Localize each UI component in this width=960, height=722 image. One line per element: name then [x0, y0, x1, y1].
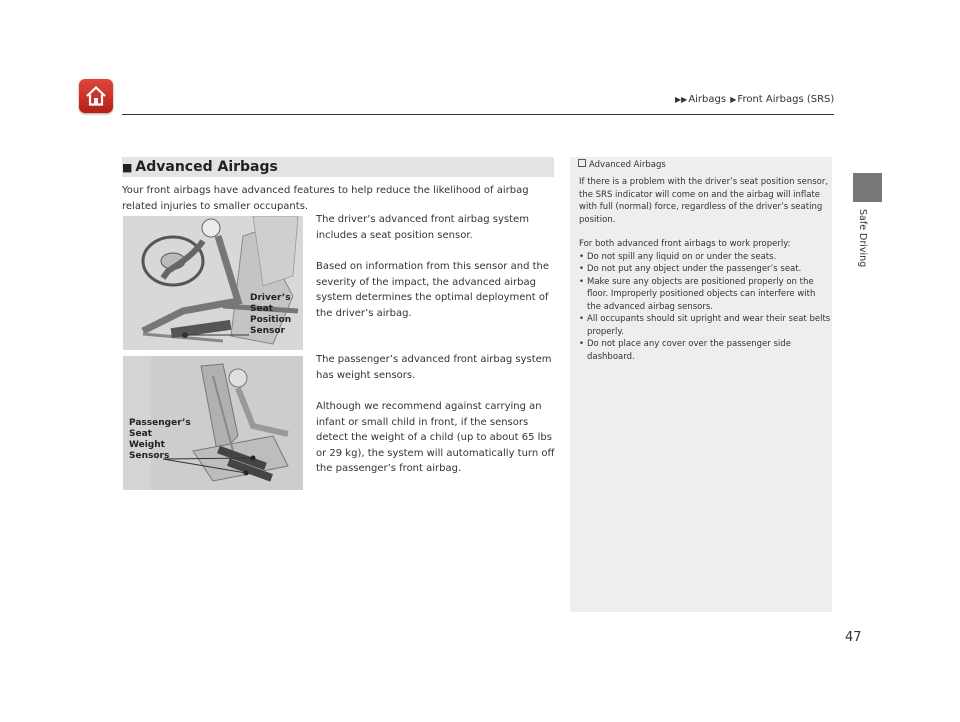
paragraph: Although we recommend against carrying an infant or small child in front, if the sensors detect the weight of a child (up to about 65 lbs or 29 kg), the system will automatically turn off the passenger’s front airbag. — [316, 401, 555, 474]
paragraph: The passenger’s advanced front airbag system has weight sensors. — [316, 354, 552, 381]
chapter-tab[interactable] — [853, 173, 882, 202]
paragraph: Based on information from this sensor and the severity of the impact, the advanced airbag system determines the optimal deployment of the driver’s airbag. — [316, 261, 550, 319]
list-item: • Do not place any cover over the passenger side dashboard. — [579, 338, 831, 363]
note-heading — [578, 159, 666, 170]
page-number: 47 — [845, 630, 862, 645]
driver-seat-illustration — [123, 216, 303, 350]
breadcrumb-item-airbags[interactable]: Airbags — [688, 94, 727, 105]
list-item: • Make sure any objects are positioned properly on the floor. Improperly positioned objects can interfere with the advanced airbag sensors. — [579, 276, 831, 314]
note-box-icon — [578, 159, 586, 167]
note-text: If there is a problem with the driver’s seat position sensor, the SRS indicator will come on and the airbag will inflate with full (normal) force, regardless of the driver’s seating position. — [579, 177, 829, 225]
home-button[interactable] — [79, 79, 113, 113]
breadcrumb — [674, 94, 834, 105]
breadcrumb-item-front-airbags[interactable]: Front Airbags (SRS) — [737, 94, 835, 105]
passenger-seat-sensor-label: Passenger’s Seat Weight Sensors — [129, 418, 191, 461]
note-list-intro: For both advanced front airbags to work properly: — [579, 239, 791, 249]
home-icon — [84, 84, 108, 108]
breadcrumb-arrow-icon: ▶▶ — [675, 95, 688, 104]
list-item: • Do not put any object under the passenger’s seat. — [579, 263, 831, 276]
note-title: Advanced Airbags — [589, 160, 666, 170]
intro-text: Your front airbags have advanced features to help reduce the likelihood of airbag related injuries to smaller occupants. — [122, 185, 529, 212]
paragraph: The driver’s advanced front airbag system includes a seat position sensor. — [316, 214, 529, 241]
header-divider — [122, 114, 834, 115]
passenger-seat-illustration — [123, 356, 303, 490]
side-note — [570, 157, 832, 612]
list-item: • Do not spill any liquid on or under the seats. — [579, 251, 831, 264]
note-body — [579, 176, 831, 363]
section-square-icon: ■ — [122, 161, 133, 174]
breadcrumb-arrow-icon: ▶ — [730, 95, 737, 104]
section-heading — [122, 157, 554, 177]
section-title: Advanced Airbags — [135, 159, 278, 175]
chapter-label: Safe Driving — [857, 209, 868, 268]
note-list — [579, 251, 831, 364]
driver-seat-sensor-label: Driver’s Seat Position Sensor — [250, 293, 292, 336]
list-item: • All occupants should sit upright and wear their seat belts properly. — [579, 313, 831, 338]
